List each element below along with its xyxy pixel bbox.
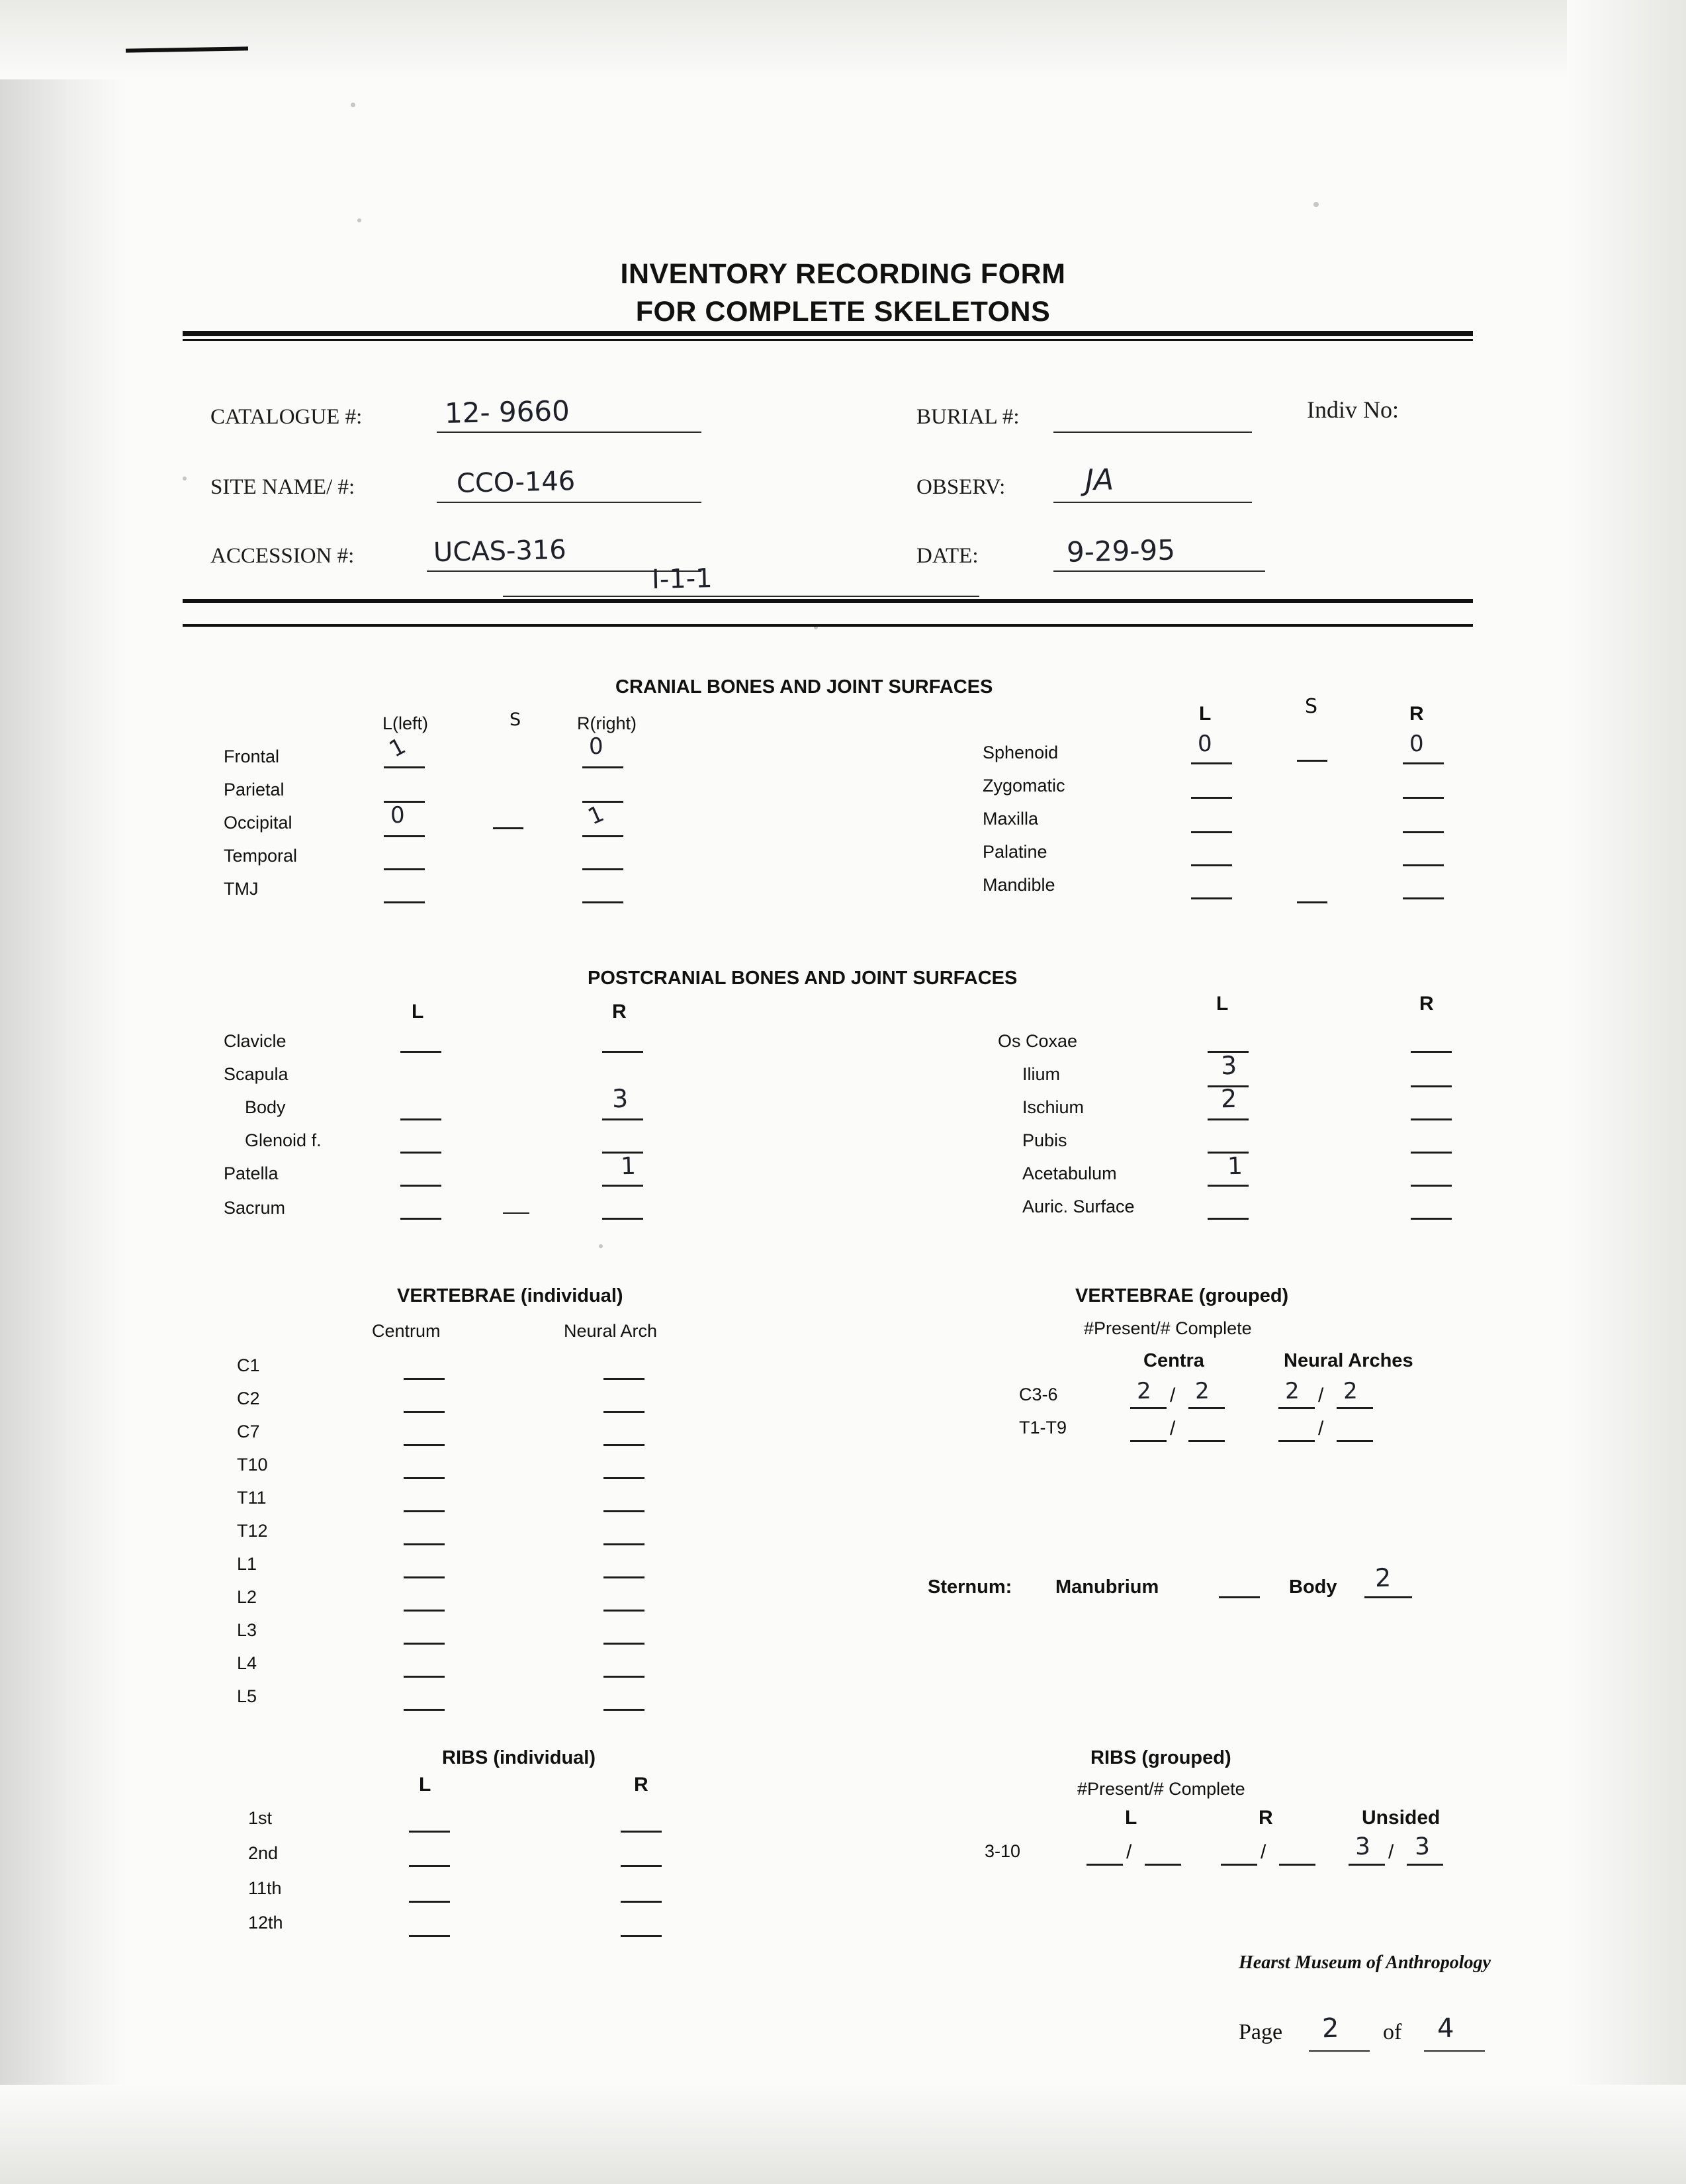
rib-blank-11th-R bbox=[621, 1901, 662, 1903]
ribs-grouped-blank-3-10-L-present bbox=[1087, 1864, 1123, 1866]
cranial-value-sphenoid-L: 0 bbox=[1197, 730, 1213, 758]
cranial-right-column-R: R bbox=[1409, 703, 1424, 725]
cranial-blank-sphenoid-S bbox=[1297, 760, 1327, 762]
header-divider-rule bbox=[183, 599, 1473, 603]
vertebrae-grouped-blank-t1-t9-centra-complete bbox=[1188, 1440, 1225, 1442]
postcranial-blank-clavicle-L bbox=[400, 1051, 441, 1053]
scan-speck bbox=[351, 103, 355, 107]
postcranial-row-label-scapula: Scapula bbox=[224, 1064, 288, 1084]
vertebrae-grouped-value-c3-6-centra-present: 2 bbox=[1136, 1377, 1152, 1405]
postcranial-blank-pubis-R bbox=[1411, 1152, 1452, 1154]
postcranial-blank-clavicle-R bbox=[602, 1051, 643, 1053]
page-title-line-1: INVENTORY RECORDING FORM bbox=[620, 258, 1066, 290]
vertebrae-column-centrum: Centrum bbox=[372, 1321, 441, 1341]
site-name-value: CCO-146 bbox=[456, 466, 576, 499]
cranial-row-label-temporal: Temporal bbox=[224, 846, 298, 866]
postcranial-row-label-acetabulum: Acetabulum bbox=[1022, 1163, 1117, 1183]
catalogue-number-label: CATALOGUE #: bbox=[210, 405, 363, 429]
vertebrae-grouped-row-label-c3-6: C3-6 bbox=[1019, 1385, 1058, 1404]
title-divider-rule bbox=[183, 331, 1473, 336]
ribs-grouped-subheading: #Present/# Complete bbox=[1077, 1779, 1245, 1799]
ribs-grouped-column-unsided: Unsided bbox=[1362, 1807, 1441, 1829]
sternum-manubrium-blank bbox=[1219, 1596, 1260, 1598]
vertebra-blank-l1-arch bbox=[603, 1576, 644, 1578]
date-value: 9-29-95 bbox=[1066, 533, 1176, 569]
date-label: DATE: bbox=[916, 544, 979, 568]
vertebra-blank-c7-arch bbox=[603, 1444, 644, 1446]
sternum-body-blank bbox=[1364, 1596, 1412, 1598]
museum-credit: Hearst Museum of Anthropology bbox=[1239, 1952, 1491, 1973]
rib-blank-11th-L bbox=[409, 1901, 450, 1903]
cranial-blank-zygomatic-R bbox=[1403, 797, 1444, 799]
vertebra-blank-l1-centrum bbox=[404, 1576, 445, 1578]
cranial-blank-tmj-L bbox=[384, 901, 425, 903]
postcranial-blank-auric-L bbox=[1208, 1218, 1249, 1220]
vertebra-blank-t12-arch bbox=[603, 1543, 644, 1545]
vertebra-row-label-c2: C2 bbox=[237, 1388, 260, 1408]
postcranial-right-column-R: R bbox=[1419, 993, 1434, 1015]
cranial-row-label-maxilla: Maxilla bbox=[983, 809, 1039, 829]
postcranial-blank-ilium-R bbox=[1411, 1085, 1452, 1087]
postcranial-blank-auric-R bbox=[1411, 1218, 1452, 1220]
ribs-grouped-blank-3-10-unsided-complete bbox=[1407, 1864, 1443, 1866]
vertebra-blank-c1-arch bbox=[603, 1378, 644, 1380]
ribs-individual-heading: RIBS (individual) bbox=[442, 1747, 596, 1768]
vertebrae-grouped-column-centra: Centra bbox=[1143, 1350, 1204, 1371]
ribs-grouped-row-label-3-10: 3-10 bbox=[985, 1841, 1021, 1861]
vertebrae-grouped-blank-t1-t9-arches-complete bbox=[1337, 1440, 1373, 1442]
cranial-left-column-R: R(right) bbox=[577, 713, 637, 733]
cranial-blank-mandible-S bbox=[1297, 901, 1327, 903]
vertebra-blank-l3-centrum bbox=[404, 1643, 445, 1645]
postcranial-blank-ischium-L bbox=[1208, 1118, 1249, 1120]
vertebra-row-label-c1: C1 bbox=[237, 1355, 260, 1375]
vertebra-blank-l5-arch bbox=[603, 1709, 644, 1711]
cranial-value-frontal-L: 1 bbox=[384, 733, 410, 763]
postcranial-blank-patella-L bbox=[400, 1185, 441, 1187]
rib-row-label-2nd: 2nd bbox=[248, 1843, 279, 1863]
vertebra-blank-l5-centrum bbox=[404, 1709, 445, 1711]
postcranial-row-label-os-coxae: Os Coxae bbox=[998, 1031, 1078, 1051]
rib-row-label-12th: 12th bbox=[248, 1913, 283, 1933]
sternum-body-label: Body bbox=[1289, 1576, 1337, 1598]
postcranial-row-label-ischium: Ischium bbox=[1022, 1097, 1085, 1117]
vertebra-row-label-t12: T12 bbox=[237, 1521, 268, 1541]
vertebra-blank-c2-arch bbox=[603, 1411, 644, 1413]
sternum-body-value: 2 bbox=[1374, 1563, 1392, 1593]
postcranial-value-ischium-L: 2 bbox=[1220, 1083, 1237, 1114]
vertebrae-grouped-slash-t1-t9-arches: / bbox=[1318, 1418, 1324, 1439]
cranial-blank-maxilla-R bbox=[1403, 831, 1444, 833]
vertebrae-grouped-heading: VERTEBRAE (grouped) bbox=[1075, 1285, 1289, 1306]
page-word-label: Page bbox=[1239, 2020, 1283, 2044]
postcranial-value-body-R: 3 bbox=[611, 1083, 629, 1114]
vertebrae-grouped-value-c3-6-arches-present: 2 bbox=[1284, 1377, 1300, 1405]
rib-blank-12th-L bbox=[409, 1935, 450, 1937]
vertebra-blank-t12-centrum bbox=[404, 1543, 445, 1545]
page-title-line-2: FOR COMPLETE SKELETONS bbox=[635, 296, 1051, 328]
vertebrae-grouped-subheading: #Present/# Complete bbox=[1084, 1318, 1252, 1338]
vertebra-row-label-l3: L3 bbox=[237, 1620, 257, 1640]
postcranial-blank-acetabulum-L bbox=[1208, 1185, 1249, 1187]
ribs-individual-column-R: R bbox=[634, 1774, 648, 1796]
vertebra-row-label-l1: L1 bbox=[237, 1554, 257, 1574]
date-rule bbox=[1053, 570, 1265, 572]
ribs-grouped-blank-3-10-L-complete bbox=[1145, 1864, 1181, 1866]
burial-number-label: BURIAL #: bbox=[916, 405, 1020, 429]
cranial-row-label-palatine: Palatine bbox=[983, 842, 1047, 862]
vertebra-row-label-l5: L5 bbox=[237, 1686, 257, 1706]
vertebra-blank-c2-centrum bbox=[404, 1411, 445, 1413]
postcranial-row-label-auric-surface: Auric. Surface bbox=[1022, 1197, 1135, 1216]
vertebra-blank-l2-arch bbox=[603, 1610, 644, 1612]
ribs-grouped-slash-3-10-unsided: / bbox=[1388, 1841, 1394, 1863]
scan-artifact-mark bbox=[126, 46, 248, 52]
rib-row-label-1st: 1st bbox=[248, 1808, 273, 1828]
ribs-grouped-blank-3-10-R-complete bbox=[1279, 1864, 1315, 1866]
cranial-blank-occipital-R bbox=[582, 835, 623, 837]
cranial-blank-zygomatic-L bbox=[1191, 797, 1232, 799]
cranial-blank-parietal-R bbox=[582, 801, 623, 803]
catalogue-number-rule bbox=[437, 432, 701, 433]
ribs-grouped-slash-3-10-R: / bbox=[1261, 1841, 1266, 1863]
cranial-blank-frontal-R bbox=[582, 766, 623, 768]
cranial-blank-occipital-S bbox=[493, 827, 523, 829]
ribs-grouped-column-L: L bbox=[1125, 1807, 1137, 1829]
postcranial-value-patella-R: 1 bbox=[620, 1152, 637, 1181]
sternum-manubrium-label: Manubrium bbox=[1055, 1576, 1159, 1598]
cranial-row-label-occipital: Occipital bbox=[224, 813, 292, 833]
cranial-row-label-zygomatic: Zygomatic bbox=[983, 776, 1065, 796]
rib-blank-12th-R bbox=[621, 1935, 662, 1937]
cranial-right-column-S: S bbox=[1305, 695, 1318, 718]
rib-row-label-11th: 11th bbox=[248, 1878, 282, 1898]
postcranial-blank-body-R bbox=[602, 1118, 643, 1120]
observer-value: JA bbox=[1085, 463, 1114, 498]
individual-number-label: Indiv No: bbox=[1307, 396, 1399, 423]
cranial-blank-mandible-L bbox=[1191, 897, 1232, 899]
cranial-value-sphenoid-R: 0 bbox=[1409, 730, 1425, 758]
postcranial-blank-patella-R bbox=[602, 1185, 643, 1187]
cranial-blank-occipital-L bbox=[384, 835, 425, 837]
ribs-grouped-blank-3-10-R-present bbox=[1221, 1864, 1257, 1866]
extra-line-value: I-1-1 bbox=[651, 563, 713, 595]
vertebrae-grouped-column-neural-arches: Neural Arches bbox=[1284, 1350, 1413, 1371]
site-name-label: SITE NAME/ #: bbox=[210, 475, 355, 499]
postcranial-left-column-L: L bbox=[412, 1001, 424, 1023]
cranial-row-label-frontal: Frontal bbox=[224, 747, 280, 766]
postcranial-row-label-pubis: Pubis bbox=[1022, 1130, 1067, 1150]
observer-label: OBSERV: bbox=[916, 475, 1006, 499]
accession-number-label: ACCESSION #: bbox=[210, 544, 355, 568]
cranial-blank-mandible-R bbox=[1403, 897, 1444, 899]
scan-speck bbox=[599, 1244, 603, 1248]
rib-blank-2nd-R bbox=[621, 1865, 662, 1867]
cranial-row-label-parietal: Parietal bbox=[224, 780, 285, 799]
scan-shadow-top bbox=[0, 0, 1686, 79]
burial-number-rule bbox=[1053, 432, 1252, 433]
postcranial-blank-acetabulum-R bbox=[1411, 1185, 1452, 1187]
cranial-section-heading: CRANIAL BONES AND JOINT SURFACES bbox=[615, 676, 993, 698]
postcranial-row-label-patella: Patella bbox=[224, 1163, 279, 1183]
cranial-blank-temporal-L bbox=[384, 868, 425, 870]
vertebrae-grouped-slash-c3-6-arches: / bbox=[1318, 1385, 1324, 1406]
cranial-row-label-tmj: TMJ bbox=[224, 879, 259, 899]
vertebrae-grouped-blank-t1-t9-centra-present bbox=[1130, 1440, 1167, 1442]
vertebrae-grouped-blank-c3-6-centra-complete bbox=[1188, 1407, 1225, 1409]
postcranial-blank-glenoid-L bbox=[400, 1152, 441, 1154]
ribs-grouped-slash-3-10-L: / bbox=[1126, 1841, 1132, 1863]
postcranial-blank-sacrum-mid bbox=[503, 1212, 529, 1214]
cranial-blank-palatine-L bbox=[1191, 864, 1232, 866]
vertebra-blank-l3-arch bbox=[603, 1643, 644, 1645]
cranial-row-label-sphenoid: Sphenoid bbox=[983, 743, 1059, 762]
cranial-right-column-L: L bbox=[1199, 703, 1212, 725]
extra-line-rule bbox=[503, 596, 979, 597]
postcranial-row-label-ilium: Ilium bbox=[1022, 1064, 1061, 1084]
vertebra-blank-t10-centrum bbox=[404, 1477, 445, 1479]
vertebrae-grouped-slash-t1-t9-centra: / bbox=[1170, 1418, 1176, 1439]
postcranial-row-label-sacrum: Sacrum bbox=[224, 1198, 286, 1218]
vertebra-blank-c7-centrum bbox=[404, 1444, 445, 1446]
sternum-label: Sternum: bbox=[928, 1576, 1012, 1598]
vertebra-blank-t11-centrum bbox=[404, 1510, 445, 1512]
vertebra-blank-t11-arch bbox=[603, 1510, 644, 1512]
cranial-value-occipital-R: 1 bbox=[584, 800, 608, 831]
vertebrae-individual-heading: VERTEBRAE (individual) bbox=[397, 1285, 623, 1306]
cranial-blank-sphenoid-R bbox=[1403, 762, 1444, 764]
page-number-value: 2 bbox=[1321, 2013, 1339, 2044]
postcranial-section-heading: POSTCRANIAL BONES AND JOINT SURFACES bbox=[588, 968, 1018, 989]
page-total-rule bbox=[1424, 2050, 1485, 2052]
postcranial-blank-sacrum-R bbox=[602, 1218, 643, 1220]
cranial-value-occipital-L: 0 bbox=[390, 801, 406, 829]
postcranial-value-acetabulum-L: 1 bbox=[1227, 1152, 1243, 1181]
postcranial-value-ilium-L: 3 bbox=[1220, 1050, 1237, 1081]
postcranial-left-column-R: R bbox=[612, 1001, 627, 1023]
scan-shadow-bottom bbox=[0, 2085, 1686, 2184]
page-total-value: 4 bbox=[1437, 2013, 1454, 2044]
vertebra-blank-t10-arch bbox=[603, 1477, 644, 1479]
page-of-label: of bbox=[1383, 2020, 1402, 2044]
postcranial-blank-ischium-R bbox=[1411, 1118, 1452, 1120]
cranial-blank-tmj-R bbox=[582, 901, 623, 903]
vertebra-row-label-l4: L4 bbox=[237, 1653, 257, 1673]
observer-rule bbox=[1053, 502, 1252, 503]
cranial-blank-palatine-R bbox=[1403, 864, 1444, 866]
vertebra-blank-c1-centrum bbox=[404, 1378, 445, 1380]
ribs-grouped-column-R: R bbox=[1259, 1807, 1273, 1829]
ribs-grouped-value-3-10-unsided-present: 3 bbox=[1354, 1833, 1371, 1861]
ribs-individual-column-L: L bbox=[419, 1774, 431, 1796]
vertebrae-grouped-value-c3-6-centra-complete: 2 bbox=[1194, 1377, 1210, 1405]
postcranial-blank-body-L bbox=[400, 1118, 441, 1120]
vertebrae-grouped-blank-c3-6-arches-present bbox=[1278, 1407, 1315, 1409]
vertebra-row-label-t10: T10 bbox=[237, 1455, 268, 1475]
ribs-grouped-blank-3-10-unsided-present bbox=[1349, 1864, 1385, 1866]
accession-number-value: UCAS-316 bbox=[433, 534, 567, 569]
scan-speck bbox=[183, 477, 187, 480]
site-name-rule bbox=[437, 502, 701, 503]
cranial-blank-temporal-R bbox=[582, 868, 623, 870]
ribs-grouped-heading: RIBS (grouped) bbox=[1090, 1747, 1231, 1768]
vertebra-row-label-t11: T11 bbox=[237, 1488, 267, 1508]
cranial-value-frontal-R: 0 bbox=[588, 733, 604, 760]
postcranial-blank-sacrum-L bbox=[400, 1218, 441, 1220]
cranial-left-column-S: S bbox=[510, 709, 521, 730]
vertebra-row-label-l2: L2 bbox=[237, 1587, 257, 1607]
postcranial-row-label-body: Body bbox=[245, 1097, 286, 1117]
vertebrae-column-neural-arch: Neural Arch bbox=[564, 1321, 658, 1341]
vertebra-row-label-c7: C7 bbox=[237, 1422, 260, 1441]
header-divider-rule-thin bbox=[183, 624, 1473, 627]
vertebrae-grouped-slash-c3-6-centra: / bbox=[1170, 1385, 1176, 1406]
vertebrae-grouped-row-label-t1-t9: T1-T9 bbox=[1019, 1418, 1067, 1437]
postcranial-right-column-L: L bbox=[1216, 993, 1229, 1015]
rib-blank-2nd-L bbox=[409, 1865, 450, 1867]
cranial-blank-frontal-L bbox=[384, 766, 425, 768]
vertebra-blank-l4-centrum bbox=[404, 1676, 445, 1678]
postcranial-blank-os-coxae-R bbox=[1411, 1051, 1452, 1053]
postcranial-row-label-glenoid: Glenoid f. bbox=[245, 1130, 322, 1150]
scan-speck bbox=[357, 218, 361, 222]
cranial-row-label-mandible: Mandible bbox=[983, 875, 1055, 895]
ribs-grouped-value-3-10-unsided-complete: 3 bbox=[1414, 1833, 1431, 1861]
scan-speck bbox=[1313, 202, 1319, 207]
vertebra-blank-l4-arch bbox=[603, 1676, 644, 1678]
vertebrae-grouped-value-c3-6-arches-complete: 2 bbox=[1343, 1377, 1358, 1405]
cranial-blank-sphenoid-L bbox=[1191, 762, 1232, 764]
page-number-rule bbox=[1309, 2050, 1370, 2052]
postcranial-row-label-clavicle: Clavicle bbox=[224, 1031, 287, 1051]
vertebrae-grouped-blank-c3-6-centra-present bbox=[1130, 1407, 1167, 1409]
rib-blank-1st-L bbox=[409, 1831, 450, 1833]
rib-blank-1st-R bbox=[621, 1831, 662, 1833]
cranial-blank-maxilla-L bbox=[1191, 831, 1232, 833]
cranial-left-column-L: L(left) bbox=[382, 713, 429, 733]
vertebra-blank-l2-centrum bbox=[404, 1610, 445, 1612]
vertebrae-grouped-blank-t1-t9-arches-present bbox=[1278, 1440, 1315, 1442]
catalogue-number-value: 12- 9660 bbox=[444, 394, 570, 430]
title-divider-rule-thin bbox=[183, 339, 1473, 341]
vertebrae-grouped-blank-c3-6-arches-complete bbox=[1337, 1407, 1373, 1409]
